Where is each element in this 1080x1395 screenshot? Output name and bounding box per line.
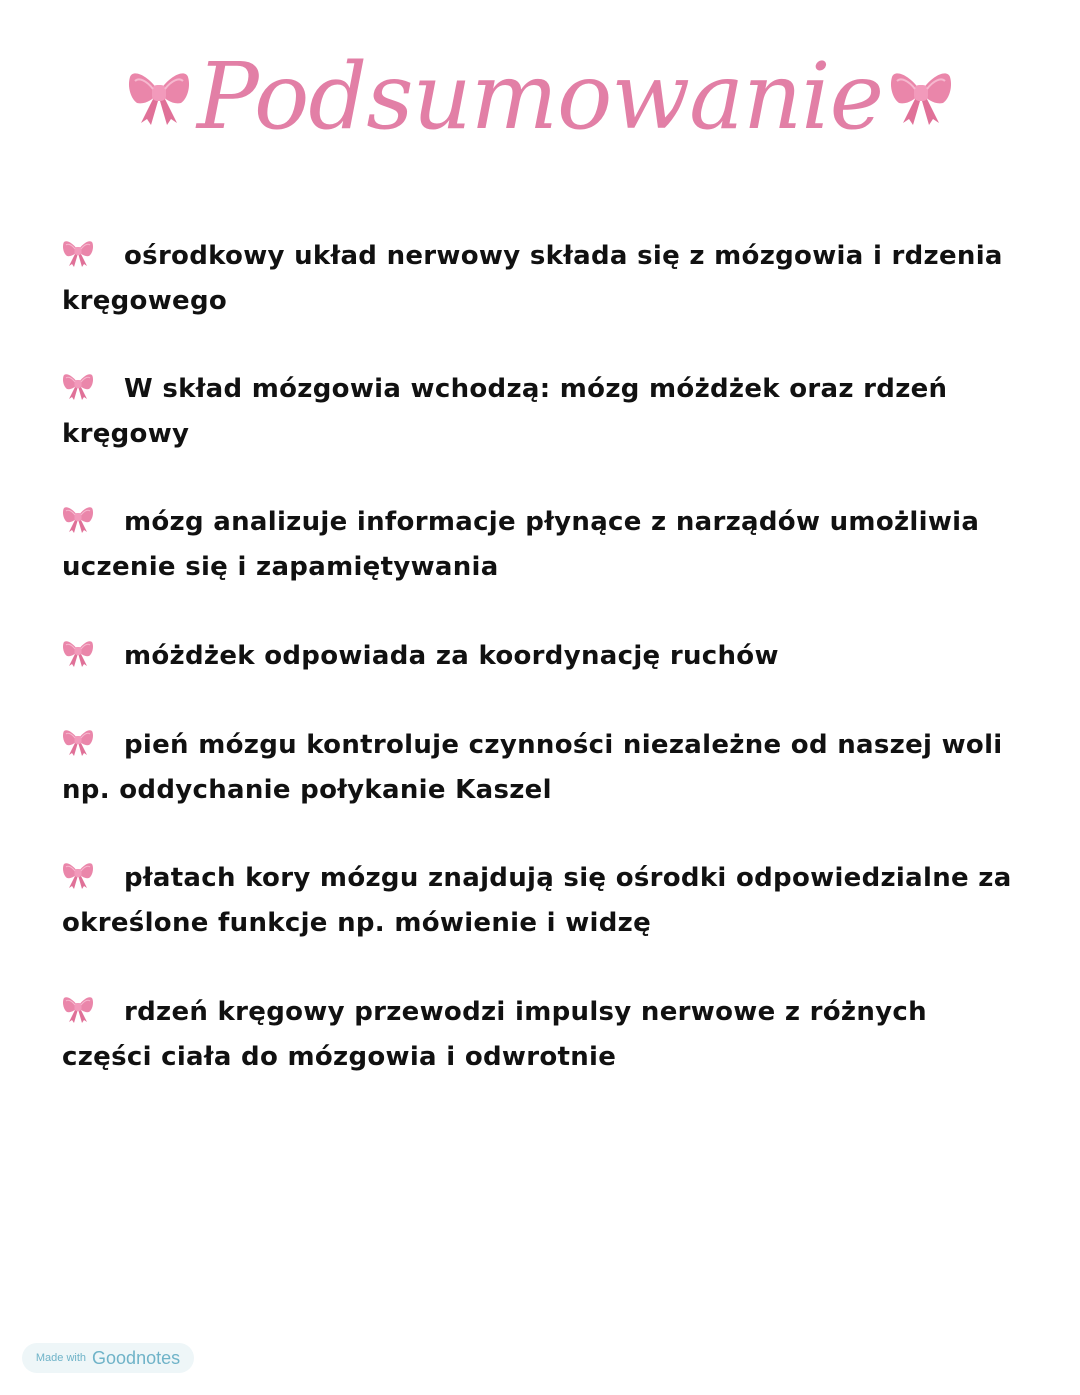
bow-bullet-icon — [62, 860, 94, 890]
list-item — [62, 634, 1022, 679]
list-item — [62, 500, 1022, 589]
made-with-goodnotes-badge — [22, 1343, 194, 1373]
badge-prefix: Made with — [35, 1352, 87, 1364]
list-item — [62, 234, 1022, 323]
list-item-text: W skład mózgowia wchodzą: mózg móżdżek oraz rdzeń kręgowy — [62, 374, 948, 449]
bow-bullet-icon — [62, 371, 94, 401]
title-text: Podsumowanie — [196, 43, 884, 150]
list-item — [62, 856, 1022, 945]
bow-bullet-icon — [62, 504, 94, 534]
bow-icon — [889, 67, 953, 127]
list-item-text: ośrodkowy układ nerwowy składa się z mózgowia i rdzenia kręgowego — [62, 241, 1003, 316]
bow-bullet-icon — [62, 994, 94, 1024]
list-item — [62, 990, 1022, 1079]
list-item — [62, 367, 1022, 456]
list-item-text: pień mózgu kontroluje czynności niezależne od naszej woli np. oddychanie połykanie Kaszel — [62, 730, 1003, 805]
bow-bullet-icon — [62, 727, 94, 757]
list-item-text: mózg analizuje informacje płynące z narządów umożliwia uczenie się i zapamiętywania — [62, 507, 980, 582]
list-item-text: móżdżek odpowiada za koordynację ruchów — [124, 641, 779, 671]
list-item — [62, 723, 1022, 812]
bow-icon — [127, 67, 191, 127]
page-title — [0, 22, 1080, 172]
bow-bullet-icon — [62, 638, 94, 668]
bow-bullet-icon — [62, 238, 94, 268]
list-item-text: rdzeń kręgowy przewodzi impulsy nerwowe z różnych części ciała do mózgowia i odwrotnie — [62, 997, 927, 1072]
badge-brand: Goodnotes — [92, 1347, 181, 1368]
list-item-text: płatach kory mózgu znajdują się ośrodki odpowiedzialne za określone funkcje np. mówienie i widzę — [62, 863, 1012, 938]
